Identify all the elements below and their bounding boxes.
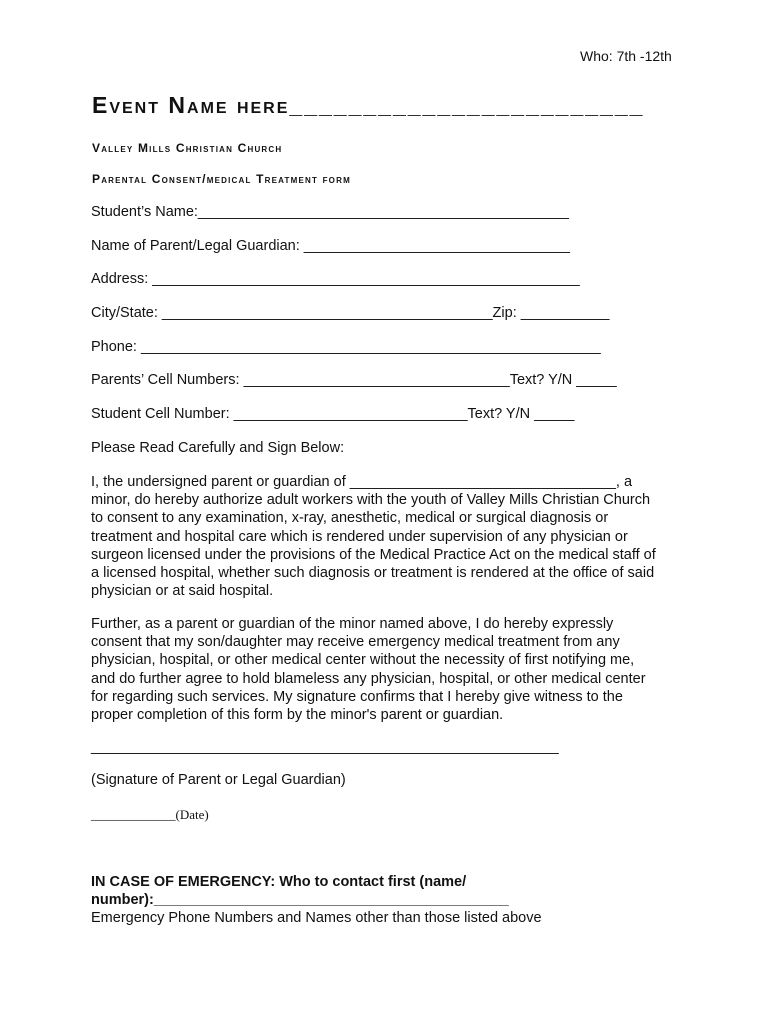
church-name: Valley Mills Christian Church [92,141,283,155]
paragraph-line: a licensed hospital, whether such diagnosis or treatment is rendered at the office of said [91,565,655,582]
paragraph-line: for regarding such services. My signature confirms that I hereby give witness to the [91,688,623,705]
paragraph-line: to consent to any examination, x-ray, anesthetic, medical or surgical diagnosis or [91,510,609,527]
emergency-heading: IN CASE OF EMERGENCY: Who to contact first (name/ [91,874,467,890]
field-parent-name[interactable]: Name of Parent/Legal Guardian: _________________________________ [91,238,570,254]
field-parents-cell[interactable]: Parents’ Cell Numbers: _________________________________Text? Y/N _____ [91,372,617,388]
field-phone[interactable]: Phone: _________________________________________________________ [91,339,601,355]
paragraph-line: minor, do hereby authorize adult workers with the youth of Valley Mills Christian Church [91,492,651,509]
field-city-state-zip[interactable]: City/State: _________________________________________Zip: ___________ [91,305,610,321]
form-name: Parental Consent/medical Treatment form [92,172,351,186]
paragraph-line: consent that my son/daughter may receive emergency medical treatment from any [91,634,620,651]
paragraph-line: and do further agree to hold blameless any physician, hospital, or other medical center [91,670,646,687]
consent-paragraph-1 [91,473,691,600]
date-field[interactable]: _____________(Date) [91,807,209,822]
paragraph-line: I, the undersigned parent or guardian of _________________________________, a [91,474,633,490]
emergency-numbers-label: Emergency Phone Numbers and Names other than those listed above [91,910,542,926]
field-student-cell[interactable]: Student Cell Number: _____________________________Text? Y/N _____ [91,406,575,422]
field-student-name[interactable]: Student’s Name:______________________________________________ [91,204,569,220]
audience-label: Who: 7th -12th [580,48,672,64]
paragraph-line: proper completion of this form by the minor's parent or guardian. [91,707,504,724]
paragraph-line: physician or at said hospital. [91,583,274,600]
paragraph-line: surgeon licensed under the provisions of the Medical Practice Act on the medical staff of [91,546,656,563]
consent-paragraph-2 [91,615,691,724]
instruction-text: Please Read Carefully and Sign Below: [91,440,345,456]
paragraph-line: physician, hospital, or other medical center without the necessity of first notifying me, [91,652,635,669]
field-address[interactable]: Address: _____________________________________________________ [91,271,580,287]
paragraph-line: treatment and hospital care which is rendered under supervision of any physician or [91,528,628,545]
emergency-contact-field[interactable]: number):____________________________________________ [91,892,509,908]
signature-line[interactable]: __________________________________________________________ [91,739,559,755]
event-title: Event Name here________________________ [92,92,645,118]
signature-label: (Signature of Parent or Legal Guardian) [91,772,346,788]
paragraph-line: Further, as a parent or guardian of the minor named above, I do hereby expressly [91,616,614,632]
